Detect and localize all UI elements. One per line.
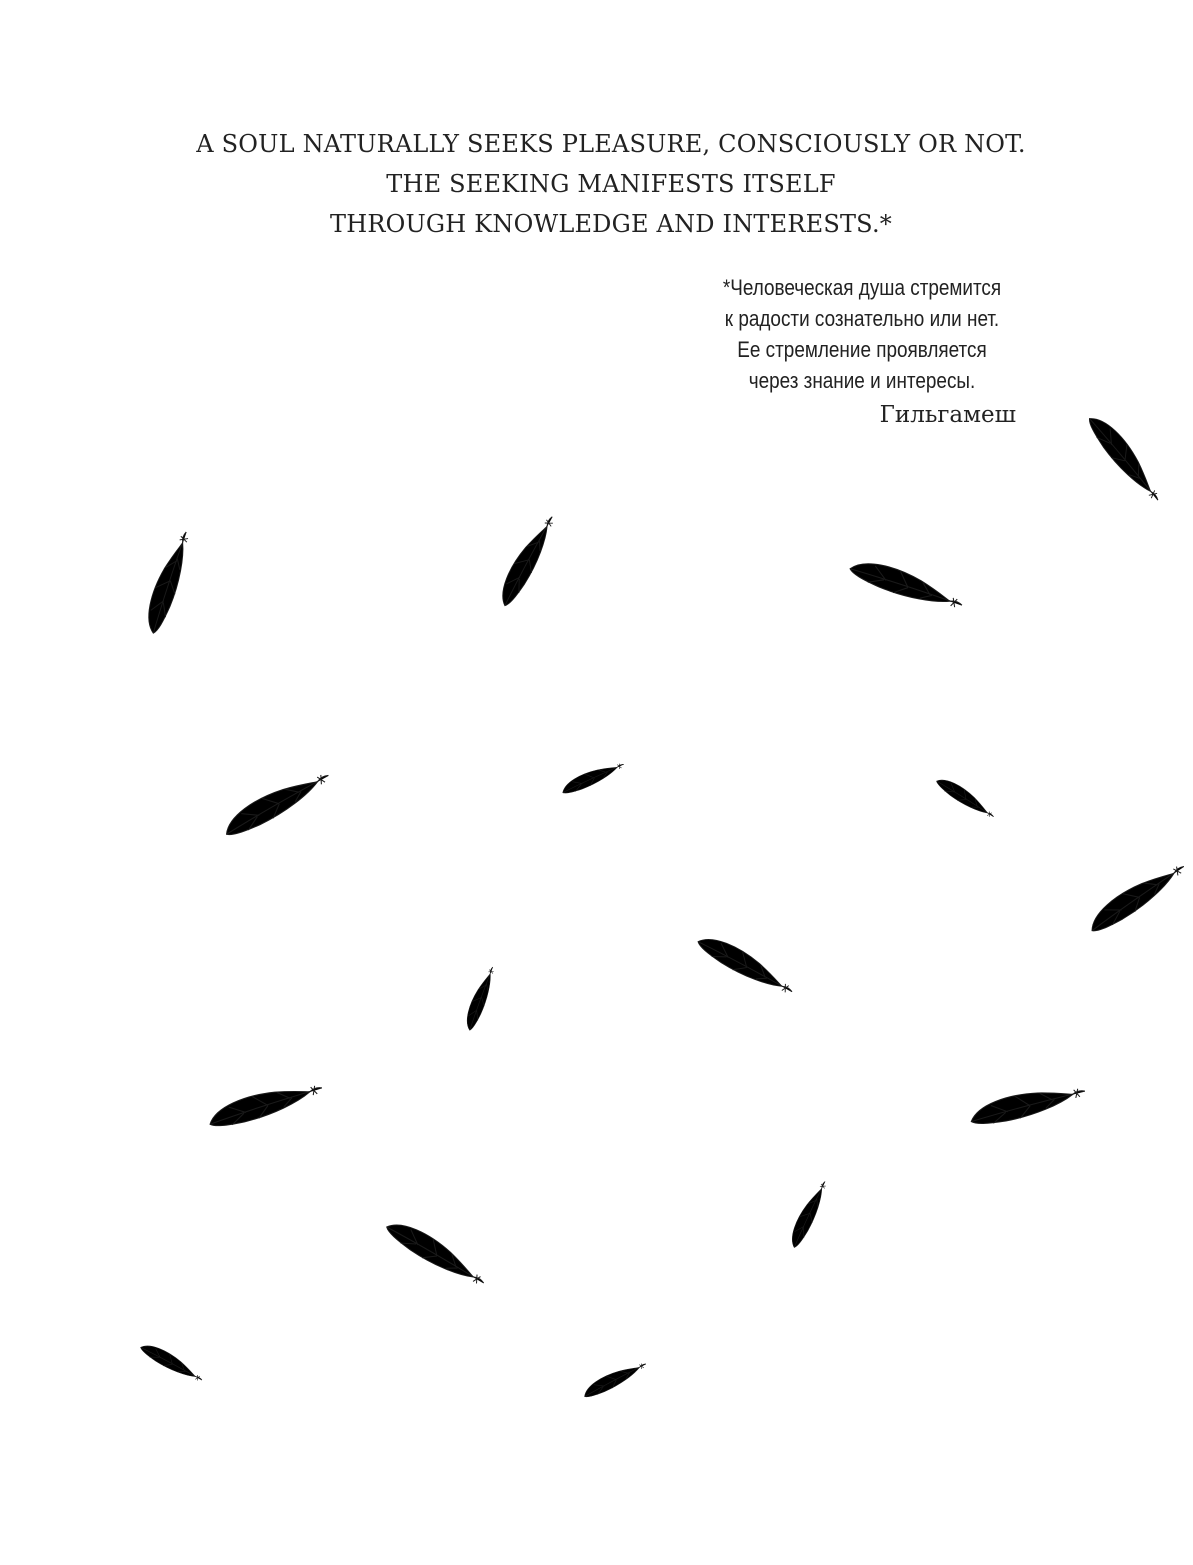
feather-icon (141, 528, 194, 636)
feather-icon (1083, 411, 1168, 506)
feather-icon (786, 1178, 830, 1250)
translation-line: к радости сознательно или нет. (724, 306, 1000, 331)
quote-line: THE SEEKING MANIFESTS ITSELF (386, 170, 836, 198)
feather-icon (220, 763, 333, 842)
feather-icon (494, 511, 559, 609)
feather-icon (206, 1075, 325, 1133)
feather-icon (462, 964, 497, 1032)
translation-line: через знание и интересы. (748, 368, 976, 393)
feather-icon (382, 1216, 490, 1291)
feather-icon (694, 931, 798, 1000)
feather-icon (1084, 856, 1188, 938)
feather-icon (559, 757, 626, 797)
feather-icon (934, 774, 998, 821)
feather-icon (968, 1078, 1088, 1131)
quote-line: THROUGH KNOWLEDGE AND INTERESTS.* (330, 210, 892, 238)
feather-icon (847, 556, 966, 614)
quote-line: A SOUL NATURALLY SEEKS PLEASURE, CONSCIOUSLY OR NOT. (196, 130, 1026, 158)
translation-line: *Человеческая душа стремится (722, 275, 1002, 300)
feather-icon (581, 1357, 649, 1402)
feather-icon (138, 1340, 206, 1385)
translation-line: Ее стремление проявляется (737, 337, 987, 362)
epigraph-author: Гильгамеш (879, 402, 1016, 428)
